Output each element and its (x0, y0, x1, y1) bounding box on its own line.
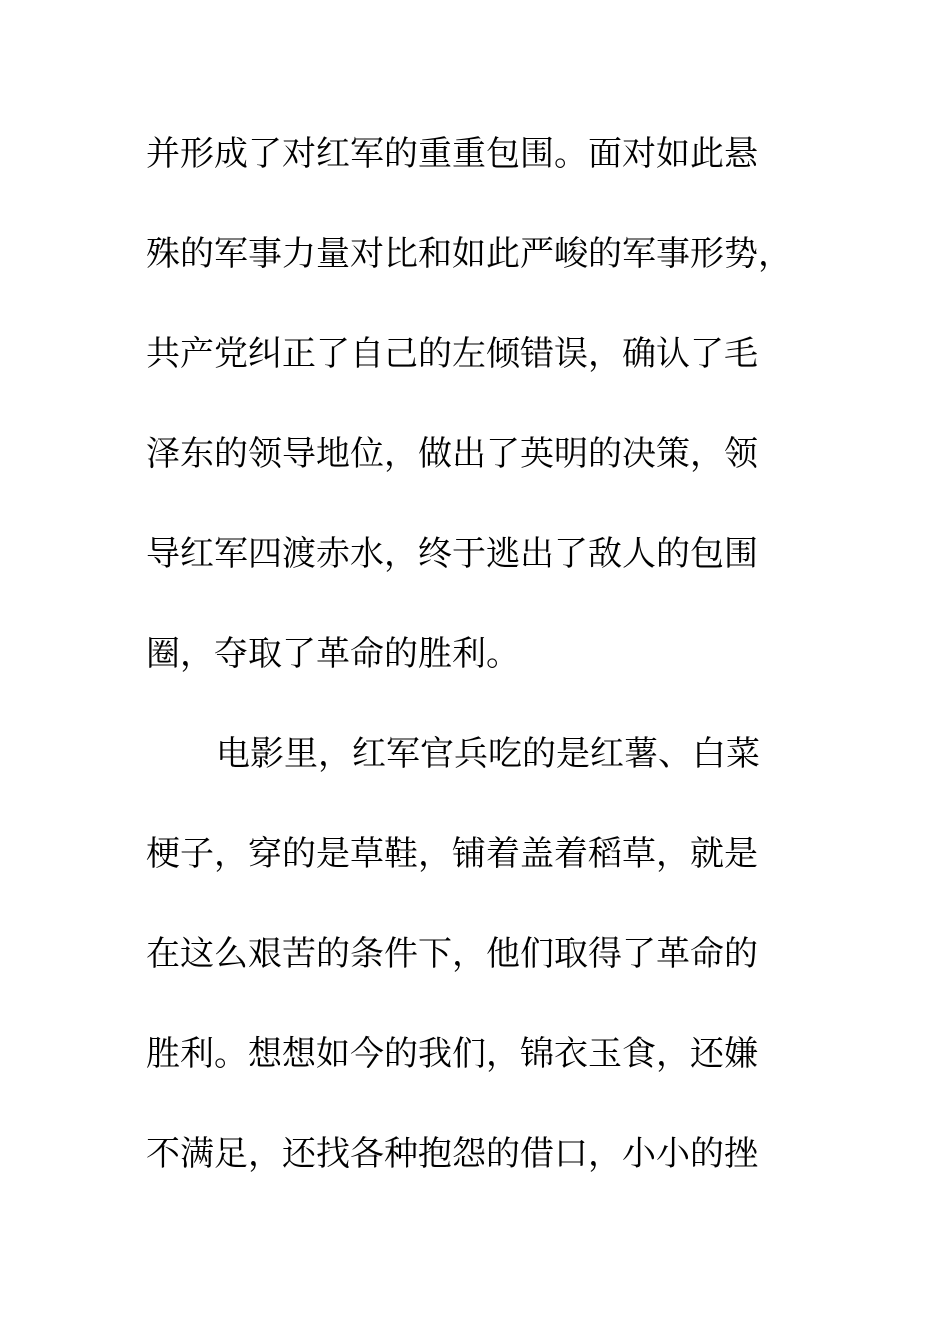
text-line: 共产党纠正了自己的左倾错误，确认了毛 (146, 334, 758, 374)
text-line: 导红军四渡赤水，终于逃出了敌人的包围 (146, 534, 758, 574)
text-line: 胜利。想想如今的我们，锦衣玉食，还嫌 (146, 1034, 758, 1074)
text-line: 殊的军事力量对比和如此严峻的军事形势， (146, 234, 792, 274)
text-line: 梗子，穿的是草鞋，铺着盖着稻草，就是 (146, 834, 758, 874)
text-line: 并形成了对红军的重重包围。面对如此悬 (146, 134, 758, 174)
text-line: 圈，夺取了革命的胜利。 (146, 634, 520, 674)
paragraph-start-line: 电影里，红军官兵吃的是红薯、白菜 (216, 734, 760, 774)
body-text (146, 127, 796, 1227)
text-line: 在这么艰苦的条件下，他们取得了革命的 (146, 934, 758, 974)
text-line: 泽东的领导地位，做出了英明的决策，领 (146, 434, 758, 474)
text-line: 不满足，还找各种抱怨的借口，小小的挫 (146, 1134, 758, 1174)
